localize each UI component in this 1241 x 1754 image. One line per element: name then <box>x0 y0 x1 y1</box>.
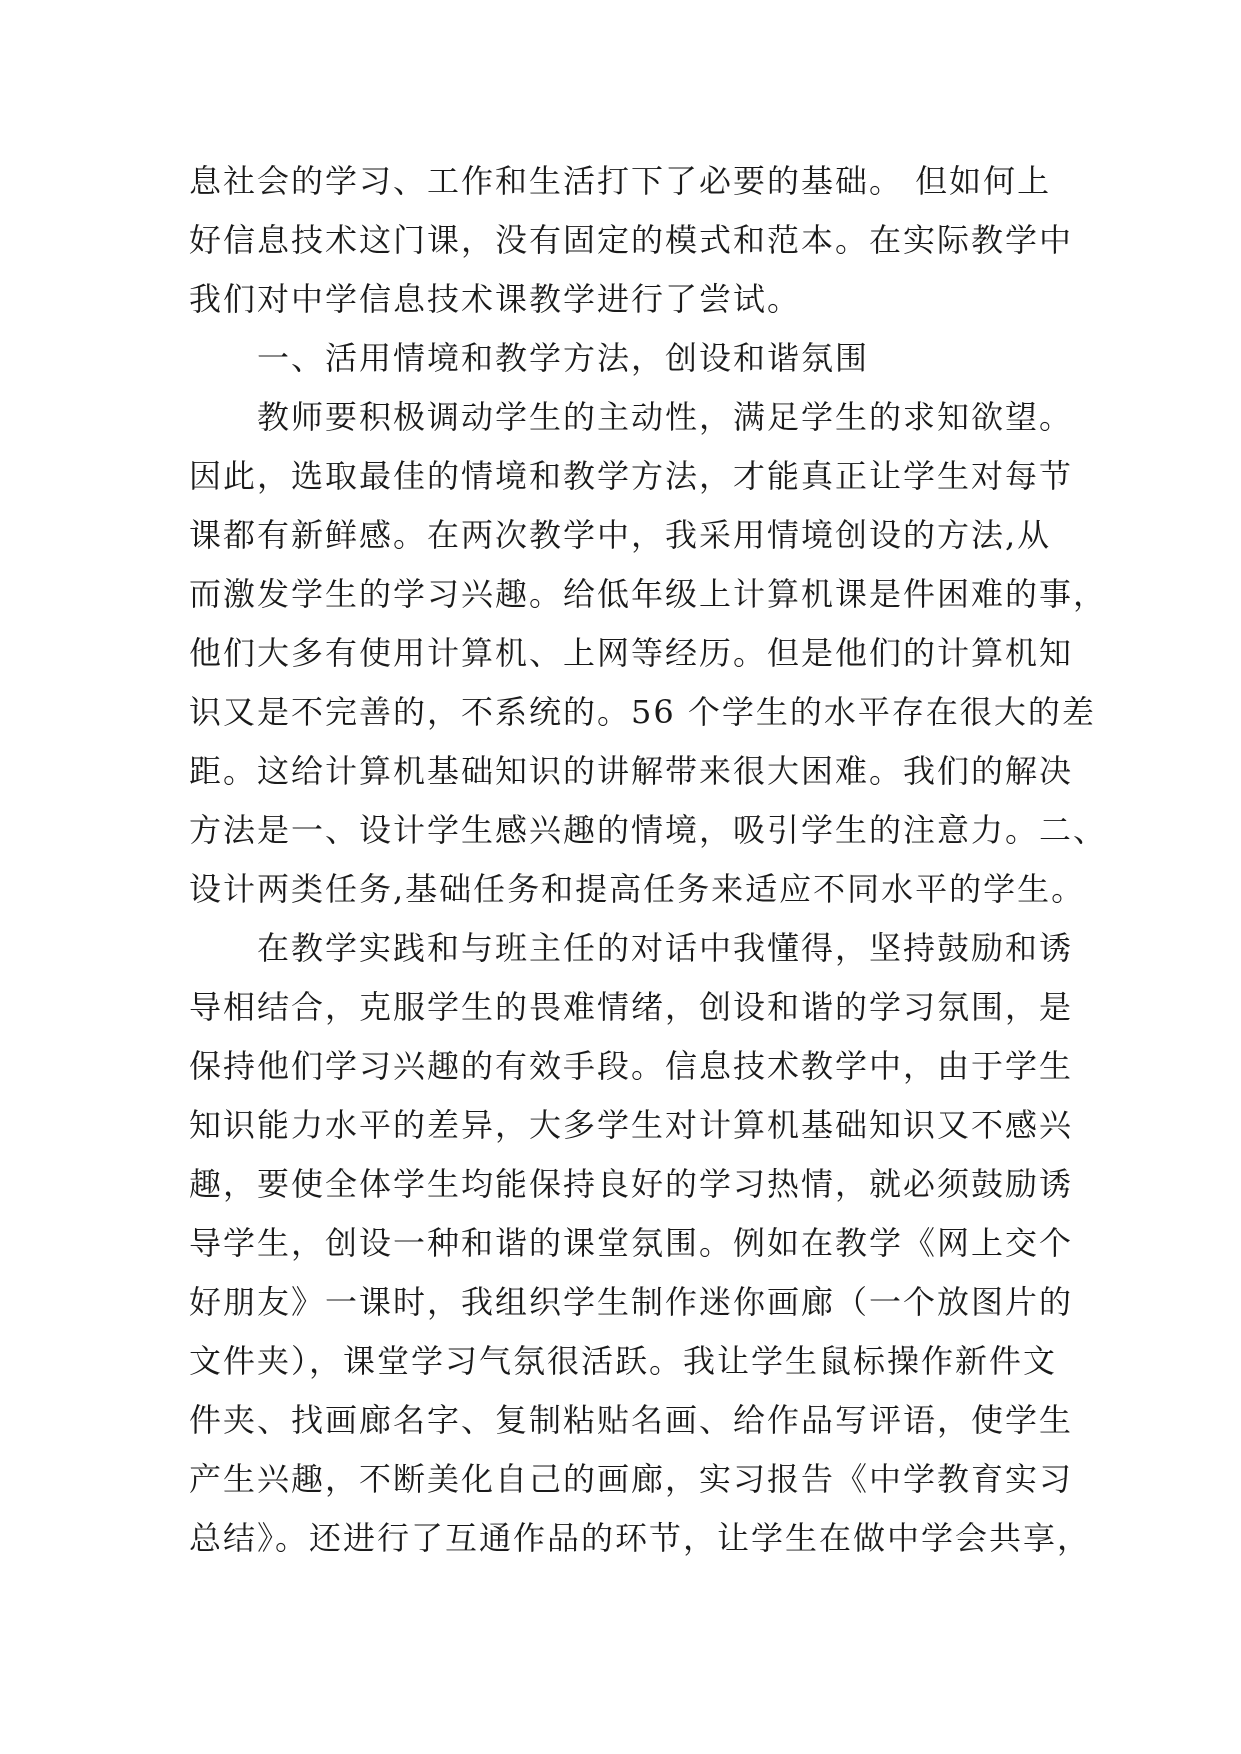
text-line: 好信息技术这门课，没有固定的模式和范本。在实际教学中 <box>189 221 1074 259</box>
text-line: 保持他们学习兴趣的有效手段。信息技术教学中，由于学生 <box>189 1047 1074 1085</box>
text-line: 文件夹），课堂学习气氛很活跃。我让学生鼠标操作新件文 <box>189 1342 1058 1380</box>
text-line: 设计两类任务,基础任务和提高任务来适应不同水平的学生。 <box>189 870 1086 908</box>
text-line: 方法是一、设计学生感兴趣的情境，吸引学生的注意力。二、 <box>189 811 1108 849</box>
text-line: 课都有新鲜感。在两次教学中，我采用情境创设的方法,从 <box>189 516 1052 554</box>
text-line: 知识能力水平的差异，大多学生对计算机基础知识又不感兴 <box>189 1106 1074 1144</box>
text-line: 导学生，创设一种和谐的课堂氛围。例如在教学《网上交个 <box>189 1224 1074 1262</box>
text-line: 导相结合，克服学生的畏难情绪，创设和谐的学习氛围，是 <box>189 988 1074 1026</box>
text-line: 识又是不完善的，不系统的。56 个学生的水平存在很大的差 <box>189 693 1096 731</box>
text-line: 距。这给计算机基础知识的讲解带来很大困难。我们的解决 <box>189 752 1074 790</box>
text-line: 产生兴趣，不断美化自己的画廊，实习报告《中学教育实习 <box>189 1460 1074 1498</box>
text-line: 而激发学生的学习兴趣。给低年级上计算机课是件困难的事， <box>189 575 1108 613</box>
text-line: 好朋友》一课时，我组织学生制作迷你画廊（一个放图片的 <box>189 1283 1074 1321</box>
paragraph-start-line: 在教学实践和与班主任的对话中我懂得，坚持鼓励和诱 <box>257 929 1074 967</box>
body-text <box>189 152 1108 1568</box>
text-line: 我们对中学信息技术课教学进行了尝试。 <box>189 280 802 318</box>
section-heading: 一、活用情境和教学方法，创设和谐氛围 <box>257 339 870 377</box>
text-line: 他们大多有使用计算机、上网等经历。但是他们的计算机知 <box>189 634 1074 672</box>
text-line: 件夹、找画廊名字、复制粘贴名画、给作品写评语，使学生 <box>189 1401 1074 1439</box>
paragraph-start-line: 教师要积极调动学生的主动性，满足学生的求知欲望。 <box>257 398 1074 436</box>
text-line: 息社会的学习、工作和生活打下了必要的基础。 但如何上 <box>189 162 1052 200</box>
text-line: 因此，选取最佳的情境和教学方法，才能真正让学生对每节 <box>189 457 1074 495</box>
text-line: 趣，要使全体学生均能保持良好的学习热情，就必须鼓励诱 <box>189 1165 1074 1203</box>
text-line: 总结》。还进行了互通作品的环节，让学生在做中学会共享， <box>189 1519 1092 1557</box>
